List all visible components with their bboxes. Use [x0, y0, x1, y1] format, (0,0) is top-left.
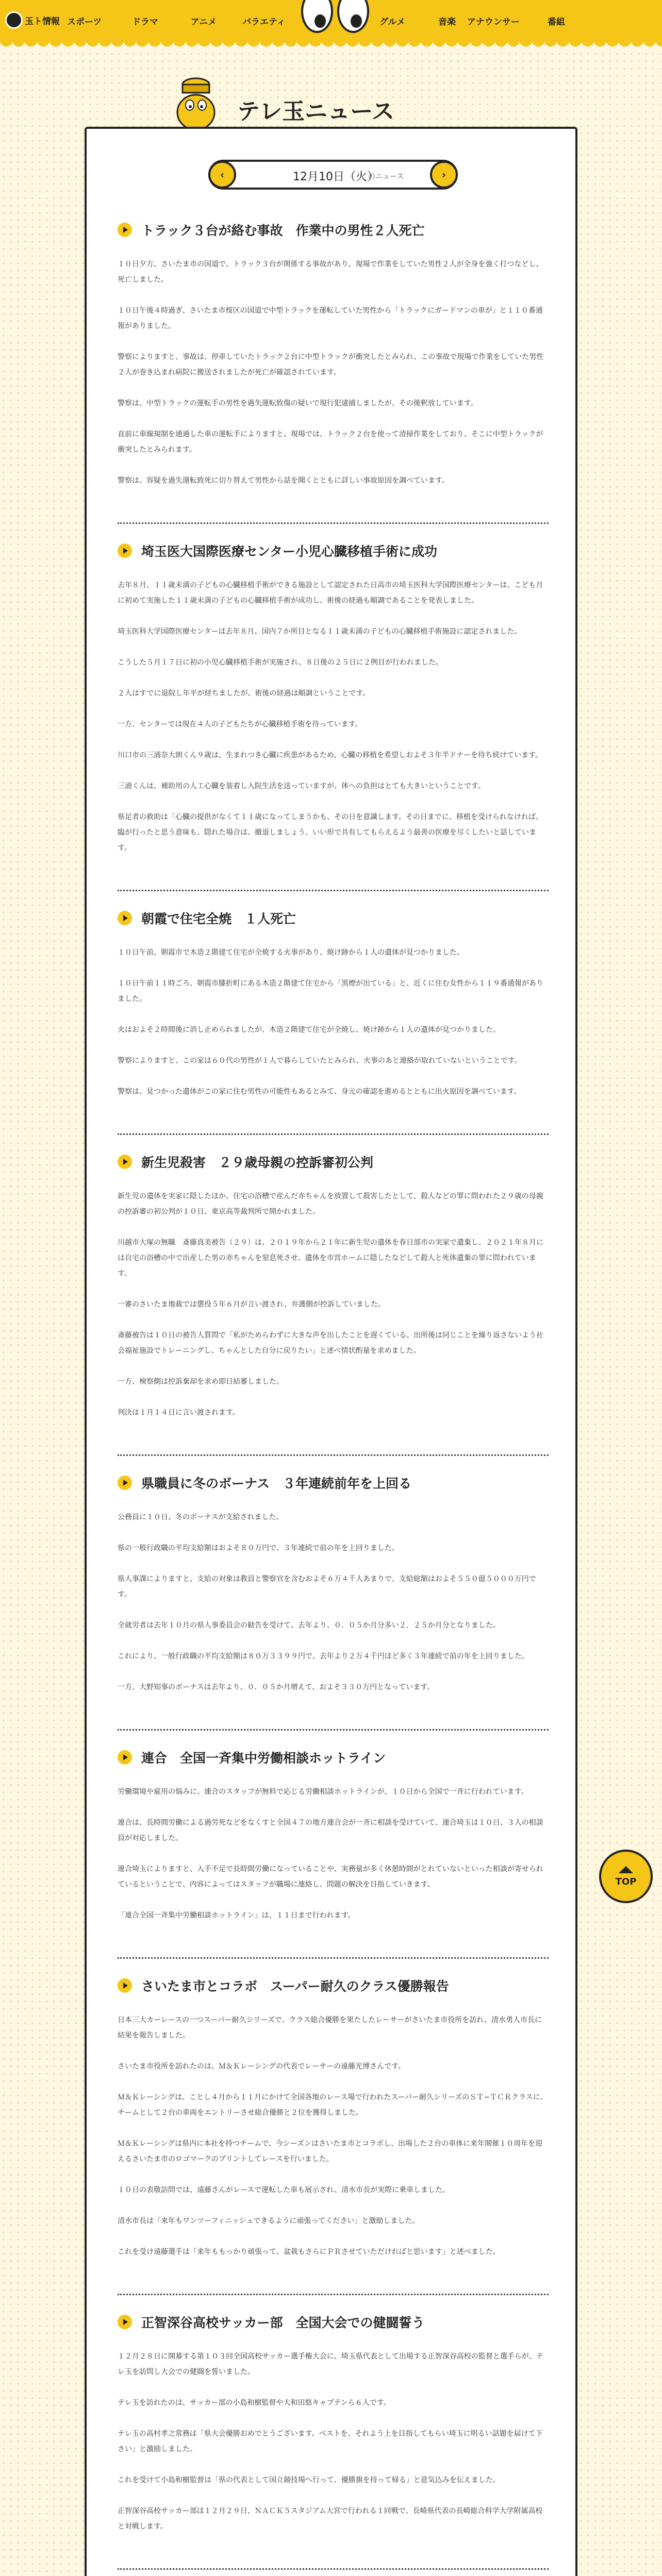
article-paragraph: 全就労者は去年１０月の県人事委員会の勧告を受けて、去年より、０．０５か月分多い２．２５か月分となりました。	[118, 1621, 500, 1630]
article-paragraph: １０日午後４時過ぎ、さいたま市桜区の国道で中型トラックを運転していた男性から「トラックにガードマンの車が」と１１０番通報がありました。	[118, 307, 543, 330]
nav-drama[interactable]: ドラマ	[132, 17, 158, 27]
article-paragraph: 正智深谷高校サッカー部は１２月２９日、ＮＡＣＫ５スタジアム大宮で行われる１回戦で、長崎県代表の長崎総合科学大学附属高校と対戦します。	[118, 2507, 543, 2531]
news-article	[118, 1959, 549, 2295]
article-paragraph: これを受けて小島和樹監督は「県の代表として国立競技場へ行って、優勝旗を持って帰る」と意気込みを伝えました。	[118, 2476, 500, 2484]
article-paragraph: 直前に車線規制を通過した車の運転手によりますと、現場では、トラック２台を使って清掃作業をしており、そこに中型トラックが衝突したとみられます。	[118, 430, 543, 454]
article-paragraph: １０日夕方、さいたま市の国道で、トラック３台が関係する事故があり、現場で作業をしていた男性２人が全身を強く打つなどし、死亡しました。	[118, 260, 543, 284]
article-paragraph: １０日午前１１時ごろ、朝霞市膝折町にある木造２階建て住宅から「黒煙が出ている」と、近くに住む女性から１１９番通報がありました。	[118, 979, 543, 1003]
article-paragraph: 去年８月、１１歳未満の子どもの心臓移植手術ができる施設として認定された日高市の埼玉医科大学国際医療センターは、こども月に初めて実施した１１歳未満の子どもの心臓移植手術が成功し、術後の経過も順調であることを発表しました。	[118, 581, 543, 605]
article-title-text: トラック３台が絡む事故 作業中の男性２人死亡	[141, 223, 425, 238]
back-to-top-label: TOP	[615, 1876, 637, 1887]
article-paragraph: 川越市大塚の無職 斎藤真美被告（２９）は、２０１９年から２１年に新生児の遺体を春日部市の実家で遺棄し、２０２１年８月には自宅の浴槽の中で出産した男の赤ちゃんを窒息死させ、遺体を市営ホームに隠したなどして殺人と死体遺棄の罪に問われています。	[118, 1239, 543, 1278]
article-title	[118, 1473, 549, 1492]
article-paragraph: １０日の表敬訪問では、遠藤さんがレースで運転した車も展示され、清水市長が実際に乗車しました。	[118, 2186, 450, 2194]
global-nav	[0, 0, 662, 40]
article-list	[118, 203, 549, 2576]
bullet-arrow-icon	[118, 1476, 132, 1490]
article-paragraph: 斎藤被告は１０日の被告人質問で「私がためらわずに大きな声を出したことを遅くている。出所後は同じことを繰り返さないよう社会福祉施設でトレーニングし、ちゃんとした自分に戻りたい」と述べ情状酌量を求めました。	[118, 1331, 543, 1355]
site-header	[0, 0, 662, 52]
article-paragraph: 川口市の三浦奈大朗くん９歳は、生まれつき心臓に疾患があるため、心臓の移植を希望しおよそ３年半ドナーを待ち続けています。	[118, 751, 543, 759]
article-title	[118, 2313, 549, 2331]
date-label[interactable]: 12月10日（火）	[293, 171, 378, 183]
article-paragraph: 火はおよそ２時間後に消し止められましたが、木造２階建て住宅が全焼し、焼け跡から１人の遺体が見つかりました。	[118, 1026, 500, 1034]
news-article	[118, 2295, 549, 2570]
site-logo[interactable]	[5, 7, 62, 33]
article-paragraph: ２人はすでに退院し年平が経ちましたが、術後の経過は順調ということです。	[118, 689, 370, 698]
article-title	[118, 1153, 549, 1171]
article-paragraph: これを受け遠藤選手は「来年ももっかり頑張って、盆栽もさらにＰＲさせていただければと思います」と述べました。	[118, 2248, 500, 2256]
article-paragraph: １２月２８日に開幕する第１０３回全国高校サッカー選手権大会に、埼玉県代表として出場する正智深谷高校の監督と選手らが、テレ玉を訪問し大会での健闘を誓いました。	[118, 2352, 543, 2376]
article-paragraph: 警察は、見つかった遺体がこの家に住む男性の可能性もあるとみて、身元の確認を進めるとともに出火原因を調べています。	[118, 1088, 521, 1096]
article-title-text: 連合 全国一斉集中労働相談ホットライン	[141, 1751, 386, 1766]
article-title	[118, 1976, 549, 1995]
article-paragraph: Ｍ＆Ｋレーシングは県内に本社を持つチームで、今シーズンはさいたま市とコラボし、出場した２台の車体に来年開催１０周年を迎えるさいたま市のロゴマークのプリントしてレースを行いました。	[118, 2140, 543, 2163]
article-title	[118, 221, 549, 239]
article-paragraph: 埼玉医科大学国際医療センターは去年８月、国内７か所目となる１１歳未満の子どもの心臓移植手術施設に認定されました。	[118, 628, 522, 636]
article-paragraph: テレ玉を訪れたのは、サッカー部の小島和樹監督や大和田悠キャプテンら６人です。	[118, 2399, 391, 2407]
news-article	[118, 2570, 549, 2576]
article-title-text: さいたま市とコラボ スーパー耐久のクラス優勝報告	[141, 1979, 449, 1994]
article-paragraph: 連合埼玉によりますと、入手不足で長時間労働になっていることや、実務量が多く休憩時間がとれていないといった相談が寄せられているということで、内容によってはスタッフが職場に連絡し、問題の解決を目指していきます。	[118, 1865, 543, 1889]
bullet-arrow-icon	[118, 1750, 132, 1765]
bullet-arrow-icon	[118, 911, 132, 925]
article-paragraph: 一方、センターでは現在４人の子どもたちが心臓移植手術を待っています。	[118, 720, 362, 728]
article-title	[118, 909, 549, 927]
news-article	[118, 1135, 549, 1456]
article-paragraph: こうした５月１７日に初の小児心臓移植手術が実施され、８日後の２５日に２例目が行われました。	[118, 658, 443, 667]
article-title	[118, 541, 549, 560]
article-paragraph: 日本三大カーレースの一つスーパー耐久シリーズで、クラス総合優勝を果たしたレーサーがさいたま市役所を訪れ、清水勇人市長に結果を報告しました。	[118, 2016, 542, 2040]
page-title-area	[0, 52, 662, 139]
nav-programs[interactable]: 番組	[548, 17, 565, 27]
article-paragraph: さいたま市役所を訪れたのは、Ｍ＆Ｋレーシングの代表でレーサーの遠藤光博さんです。	[118, 2062, 405, 2071]
bullet-arrow-icon	[118, 1155, 132, 1169]
nav-sports[interactable]: スポーツ	[67, 17, 102, 27]
page-title: テレ玉ニュース	[237, 98, 394, 125]
article-paragraph: 一方、検察側は控訴棄却を求め即日結審しました。	[118, 1378, 284, 1386]
article-paragraph: 県足者の救助は「心臓の提供がなくて１１歳になってしまうかも、その日を意識します。その日までに、移植を受けられなければ、臨が行ったと思う意味も、隠れた場合は、撤退しましょう、いい形で共有してもらえるよう最善の医療を尽くしたいと話しています。	[118, 813, 543, 852]
news-article	[118, 1456, 549, 1731]
news-article	[118, 1731, 549, 1959]
back-to-top-button[interactable]	[599, 1850, 653, 1903]
bullet-arrow-icon	[118, 223, 132, 237]
article-paragraph: 連合は、長時間労働による過労死などをなくすと全国４７の地方連合会が一斉に相談を受けていて、連合埼玉は１０日、３人の相談員が対応しました。	[118, 1819, 543, 1842]
nav-announcer[interactable]: アナウンサー	[467, 17, 520, 27]
logo-text: 玉ト情報	[25, 16, 60, 27]
article-paragraph: 警察によりますと、事故は、停車していたトラック２台に中型トラックが衝突したとみられ、この事故で現場で作業をしていた男性２人が巻き込まれ病院に搬送されましたが死亡が確認されています。	[118, 353, 544, 377]
date-suffix: のニュース	[368, 173, 404, 181]
article-title-text: 新生児殺害 ２９歳母親の控訴審初公判	[141, 1155, 374, 1170]
article-paragraph: 県人事課によりますと、支給の対象は教員と警察官を含むおよそ６万４千人あまりで、支給総額はおよそ５５０億５０００万円です。	[118, 1575, 536, 1599]
article-paragraph: 労働環境や雇用の悩みに、連合のスタッフが無料で応じる労働相談ホットラインが、１０日から全国で一斉に行われています。	[118, 1788, 528, 1796]
news-article	[118, 524, 549, 891]
article-paragraph: １０日午前、朝霞市で木造２階建て住宅が全焼する火事があり、焼け跡から１人の遺体が見つかりました。	[118, 948, 464, 957]
arrow-up-icon	[619, 1866, 633, 1873]
article-paragraph: テレ玉の高村孝之常務は「県大会優勝おめでとうございます。ベストを、それよう上を目指してもらい埼玉に明るい話題を届けて下さい」と激励しました。	[118, 2430, 543, 2453]
bullet-arrow-icon	[118, 544, 132, 558]
nav-music[interactable]: 音楽	[438, 17, 456, 27]
article-paragraph: 警察によりますと、この家は６０代の男性が１人で暮らしていたとみられ、火事のあと連絡が取れていないということです。	[118, 1057, 522, 1065]
article-paragraph: 公務員に１０日、冬のボーナスが支給されました。	[118, 1513, 284, 1521]
article-paragraph: 一審のさいたま地裁では懲役５年６月が言い渡され、弁護側が控訴していました。	[118, 1300, 385, 1309]
article-title-text: 正智深谷高校サッカー部 全国大会での健闘誓う	[141, 2315, 425, 2330]
article-paragraph: 警察は、容疑を過失運転致死に切り替えて男性から話を聞くとともに詳しい事故原因を調べています。	[118, 477, 449, 485]
nav-variety[interactable]: バラエティ	[242, 17, 286, 27]
bullet-arrow-icon	[118, 1978, 132, 1993]
article-title-text: 朝霞で住宅全焼 １人死亡	[141, 911, 296, 926]
next-date-button[interactable]: ›	[430, 161, 458, 189]
article-paragraph: 三浦くんは、補助用の人工心臓を装着し入院生活を送っていますが、体への負担はとても大きいということです。	[118, 782, 485, 790]
mascot-eyes-icon	[301, 0, 370, 34]
news-article	[118, 203, 549, 524]
article-title	[118, 1748, 549, 1767]
article-title-text: 県職員に冬のボーナス ３年連続前年を上回る	[141, 1476, 412, 1491]
date-selector	[208, 160, 458, 190]
article-paragraph: 清水市長は「来年もワンツーフィニッシュできるように頑張ってください」と激励しました。	[118, 2217, 420, 2225]
news-article	[118, 891, 549, 1135]
mascot-icon	[170, 75, 222, 132]
article-paragraph: 新生児の遺体を実家に隠したほか、住宅の浴槽で産んだ赤ちゃんを放置して殺害したとして、殺人などの罪に問われた２９歳の母親の控訴審の初公判が１０日、東京高等裁判所で開かれました。	[118, 1192, 543, 1216]
nav-anime[interactable]: アニメ	[191, 17, 217, 27]
news-panel	[85, 127, 577, 2576]
article-paragraph: 警察は、中型トラックの運転手の男性を過失運転致傷の疑いで現行犯逮捕しましたが、その後釈放しています。	[118, 399, 478, 408]
logo-icon	[5, 11, 23, 29]
article-paragraph: 判決は１月１４日に言い渡されます。	[118, 1409, 240, 1417]
article-paragraph: Ｍ＆Ｋレーシングは、ことし４月から１１月にかけて全国各地のレース場で行われたスーパー耐久シリーズのＳＴ−ＴＣＲクラスに、チームとして２台の車両をエントリーさせ総合優勝と２位を獲得しました。	[118, 2093, 548, 2117]
article-title-text: 埼玉医大国際医療センター小児心臓移植手術に成功	[141, 544, 438, 559]
nav-gourmet[interactable]: グルメ	[379, 17, 405, 27]
prev-date-button[interactable]: ‹	[208, 161, 236, 189]
bullet-arrow-icon	[118, 2315, 132, 2329]
article-paragraph: 「連合全国一斉集中労働相談ホットライン」は、１１日まで行われます。	[118, 1911, 355, 1920]
article-paragraph: 一方、大野知事のボーナスは去年より、０．０５か月増えて、およそ３３０万円となっています。	[118, 1683, 435, 1691]
article-paragraph: これにより、一般行政職の平均支給額は８０万３３９９円で、去年より２万４千円ほど多く３年連続で前の年を上回りました。	[118, 1652, 529, 1660]
article-paragraph: 県の一般行政職の平均支給額はおよそ８０万円で、３年連続で前の年を上回りました。	[118, 1544, 399, 1552]
